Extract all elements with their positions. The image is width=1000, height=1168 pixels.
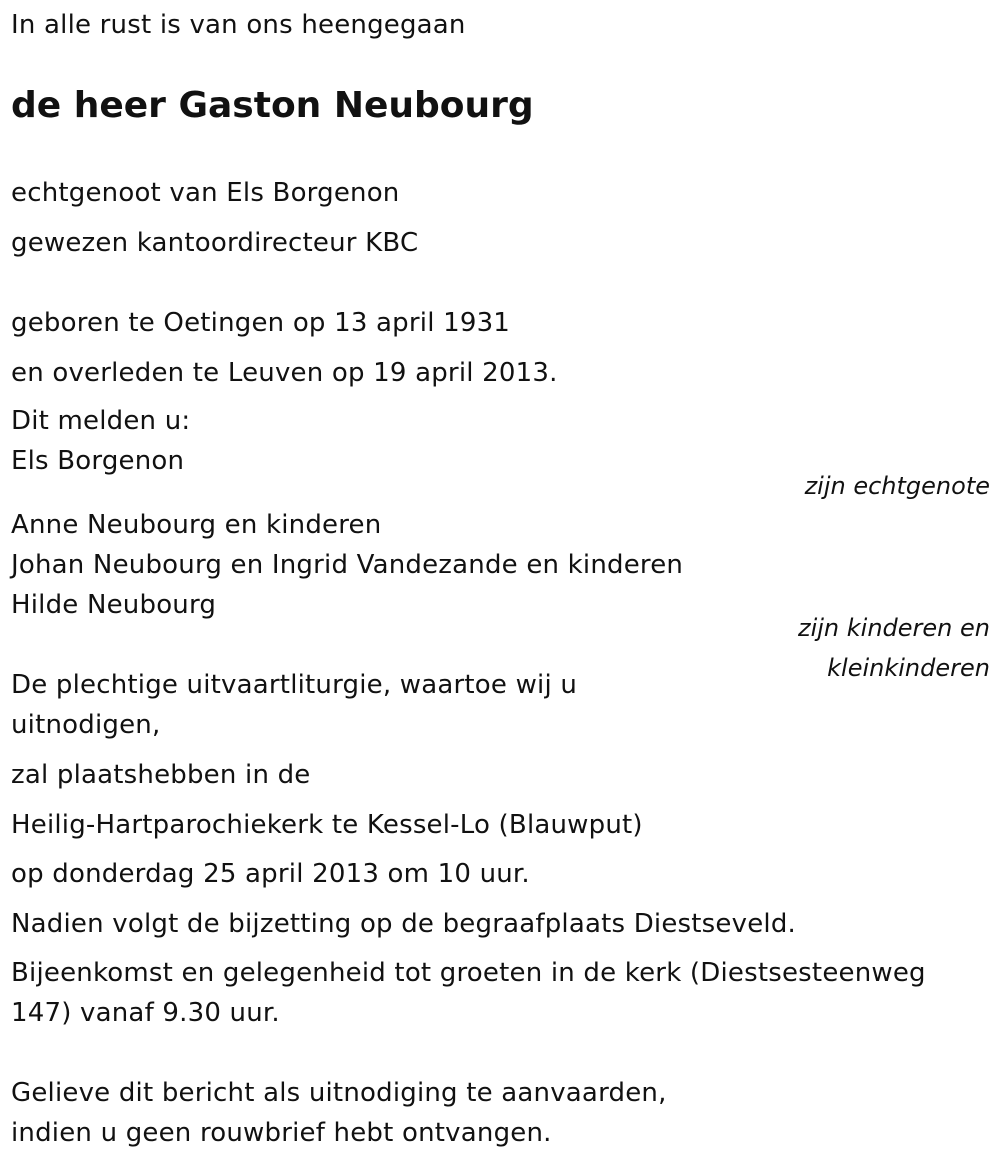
children-relation-1: zijn kinderen en <box>798 614 990 642</box>
profession-line: gewezen kantoordirecteur KBC <box>11 228 419 258</box>
ceremony-line-5: op donderdag 25 april 2013 om 10 uur. <box>11 859 530 889</box>
ceremony-line-4: Heilig-Hartparochiekerk te Kessel-Lo (Blauwput) <box>11 810 643 840</box>
announce-label: Dit melden u: <box>11 406 191 436</box>
ceremony-line-2: uitnodigen, <box>11 710 161 740</box>
born-line: geboren te Oetingen op 13 april 1931 <box>11 308 511 338</box>
ceremony-line-8: 147) vanaf 9.30 uur. <box>11 998 280 1028</box>
ceremony-line-7: Bijeenkomst en gelegenheid tot groeten in de kerk (Diestsesteenweg <box>11 958 926 988</box>
children-relation-2: kleinkinderen <box>827 654 990 682</box>
ceremony-line-6: Nadien volgt de bijzetting op de begraafplaats Diestseveld. <box>11 909 796 939</box>
spouse-line: echtgenoot van Els Borgenon <box>11 178 400 208</box>
mourner-spouse-name: Els Borgenon <box>11 446 185 476</box>
mourner-child-2: Johan Neubourg en Ingrid Vandezande en kinderen <box>11 550 684 580</box>
ceremony-line-1: De plechtige uitvaartliturgie, waartoe wij u <box>11 670 578 700</box>
deceased-name: de heer Gaston Neubourg <box>11 85 534 126</box>
closing-line-1: Gelieve dit bericht als uitnodiging te aanvaarden, <box>11 1078 667 1108</box>
mourner-child-1: Anne Neubourg en kinderen <box>11 510 382 540</box>
mourner-spouse-relation: zijn echtgenote <box>804 472 990 500</box>
closing-line-2: indien u geen rouwbrief hebt ontvangen. <box>11 1118 552 1148</box>
intro-line: In alle rust is van ons heengegaan <box>11 10 466 40</box>
mourner-child-3: Hilde Neubourg <box>11 590 217 620</box>
died-line: en overleden te Leuven op 19 april 2013. <box>11 358 558 388</box>
ceremony-line-3: zal plaatshebben in de <box>11 760 311 790</box>
